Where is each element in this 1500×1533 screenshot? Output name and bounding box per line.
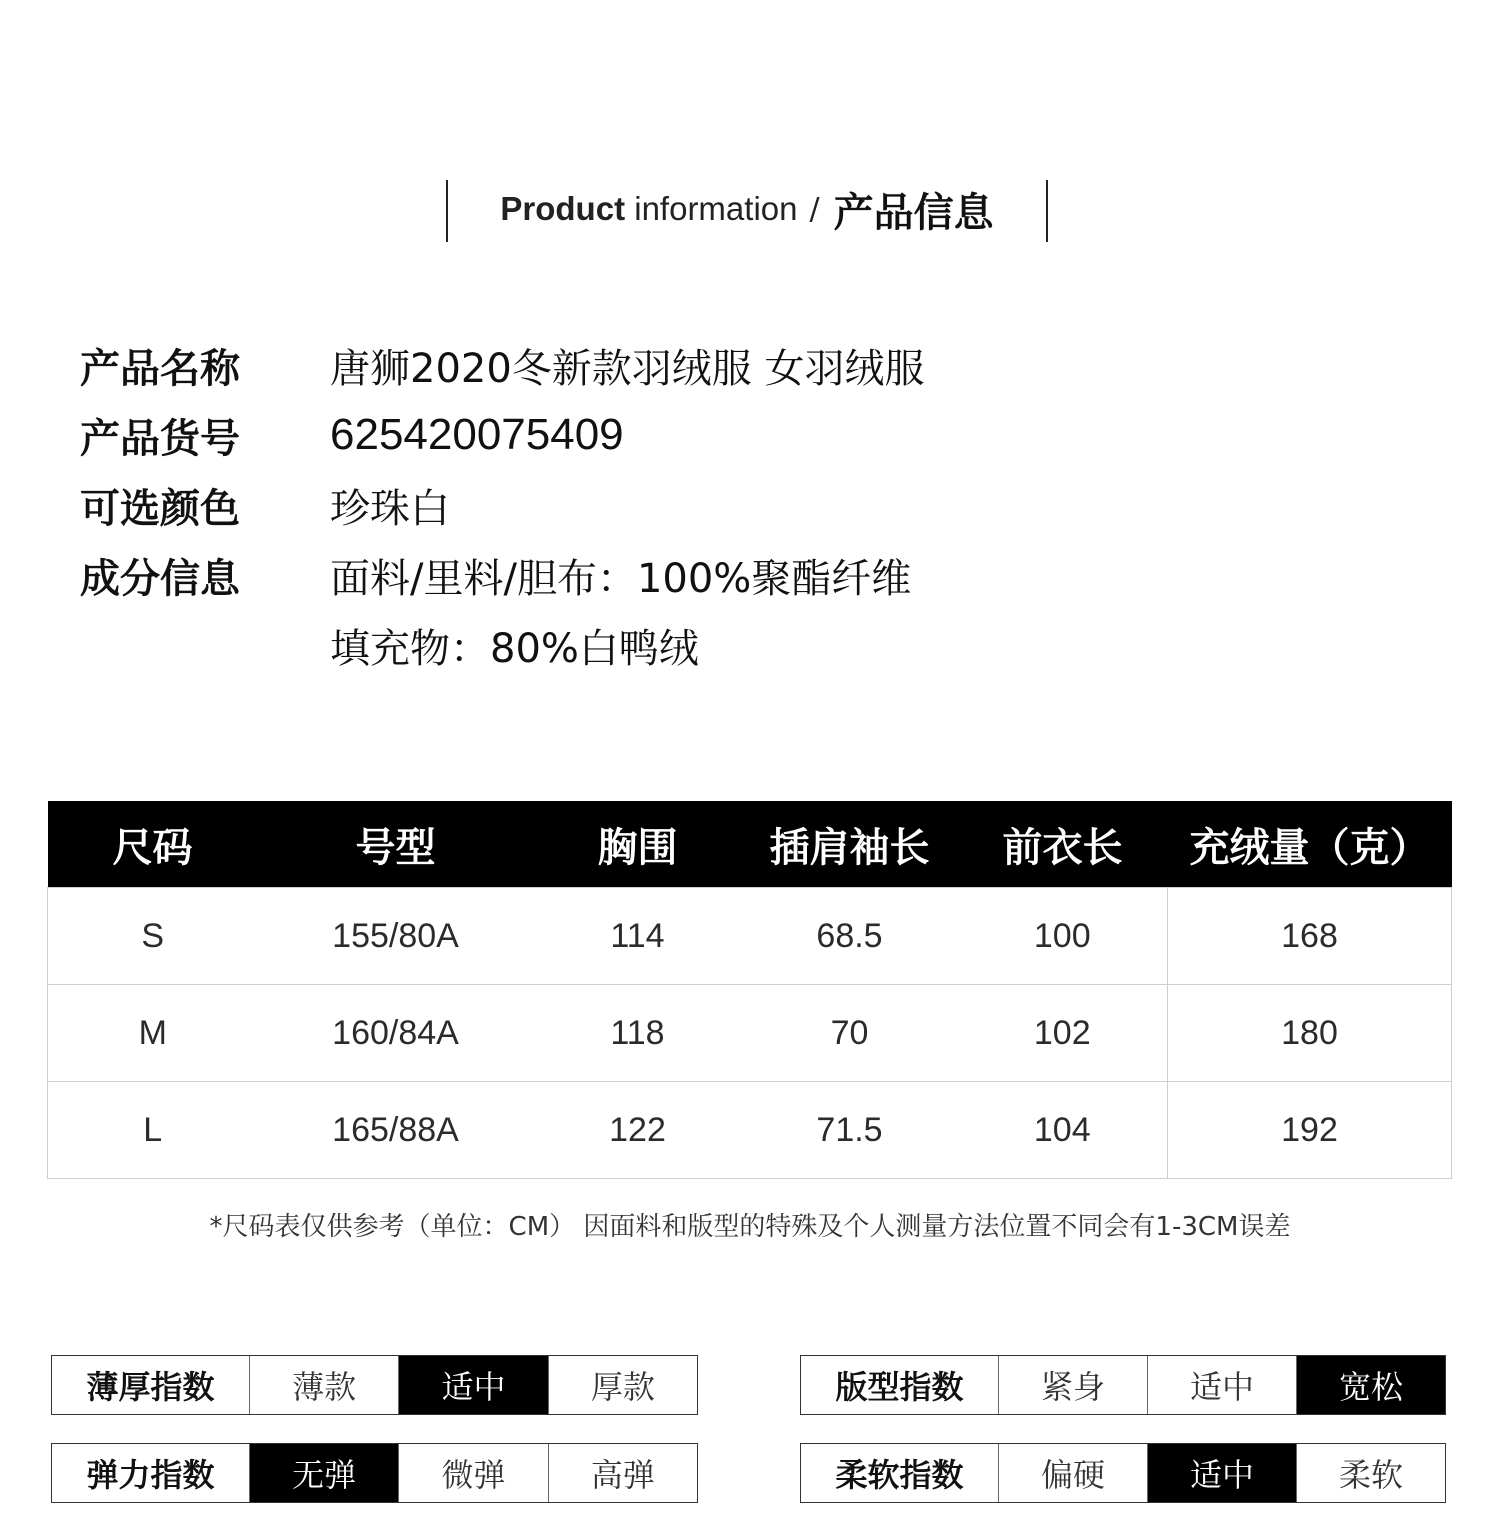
table-row bbox=[48, 985, 1452, 1082]
index-title: 版型指数 bbox=[801, 1356, 999, 1414]
heading-right-divider bbox=[1046, 180, 1048, 242]
table-cell: 168 bbox=[1168, 888, 1452, 985]
column-header: 号型 bbox=[258, 801, 534, 888]
table-cell: 102 bbox=[958, 985, 1168, 1082]
info-row-color bbox=[80, 470, 925, 540]
index-option: 厚款 bbox=[590, 1368, 655, 1406]
index-title: 薄厚指数 bbox=[52, 1356, 250, 1414]
index-option: 宽松 bbox=[1297, 1356, 1445, 1414]
table-row bbox=[48, 888, 1452, 985]
column-header: 插肩袖长 bbox=[742, 801, 958, 888]
heading-english bbox=[500, 190, 797, 228]
table-cell: 118 bbox=[534, 985, 742, 1082]
index-elasticity bbox=[51, 1443, 698, 1503]
index-option: 偏硬 bbox=[999, 1444, 1148, 1502]
info-value: 唐狮2020冬新款羽绒服 女羽绒服 bbox=[330, 345, 925, 392]
size-note: *尺码表仅供参考（单位：CM） 因面料和版型的特殊及个人测量方法位置不同会有1-3CM误差 bbox=[209, 1212, 1291, 1242]
table-cell: 68.5 bbox=[742, 888, 958, 985]
column-header: 尺码 bbox=[48, 801, 258, 888]
heading-english-regular: information bbox=[634, 190, 798, 227]
column-header: 前衣长 bbox=[958, 801, 1168, 888]
product-info bbox=[80, 330, 925, 680]
table-cell: 71.5 bbox=[742, 1082, 958, 1179]
info-row-sku bbox=[80, 400, 925, 470]
info-row-name bbox=[80, 330, 925, 400]
info-label: 成分信息 bbox=[80, 555, 240, 602]
table-cell: 160/84A bbox=[258, 985, 534, 1082]
info-row-composition bbox=[80, 540, 925, 610]
table-cell: 122 bbox=[534, 1082, 742, 1179]
table-cell: 155/80A bbox=[258, 888, 534, 985]
index-option: 紧身 bbox=[999, 1356, 1148, 1414]
index-softness bbox=[800, 1443, 1446, 1503]
size-table bbox=[47, 801, 1452, 1179]
index-option: 柔软 bbox=[1338, 1456, 1403, 1494]
size-table-header-row bbox=[48, 801, 1452, 888]
info-label: 产品货号 bbox=[80, 415, 240, 462]
table-row bbox=[48, 1082, 1452, 1179]
table-cell: 100 bbox=[958, 888, 1168, 985]
column-header: 胸围 bbox=[534, 801, 742, 888]
column-header: 充绒量（克） bbox=[1168, 801, 1452, 888]
info-label: 可选颜色 bbox=[80, 485, 240, 532]
table-cell: 192 bbox=[1168, 1082, 1452, 1179]
info-row-filling bbox=[80, 610, 925, 680]
index-option: 无弹 bbox=[250, 1444, 399, 1502]
info-value: 面料/里料/胆布：100%聚酯纤维 bbox=[330, 555, 912, 602]
info-value: 填充物：80%白鸭绒 bbox=[330, 625, 699, 672]
heading-separator: / bbox=[809, 191, 820, 227]
table-cell: L bbox=[48, 1082, 258, 1179]
section-heading bbox=[446, 180, 1048, 242]
info-value: 625420075409 bbox=[330, 410, 624, 459]
index-option: 微弹 bbox=[399, 1444, 548, 1502]
index-option: 适中 bbox=[399, 1356, 548, 1414]
index-fit bbox=[800, 1355, 1446, 1415]
table-cell: M bbox=[48, 985, 258, 1082]
table-cell: 104 bbox=[958, 1082, 1168, 1179]
index-option: 薄款 bbox=[250, 1356, 399, 1414]
heading-chinese: 产品信息 bbox=[833, 189, 994, 236]
index-option: 适中 bbox=[1148, 1444, 1297, 1502]
table-cell: 114 bbox=[534, 888, 742, 985]
table-cell: 70 bbox=[742, 985, 958, 1082]
table-cell: 180 bbox=[1168, 985, 1452, 1082]
index-option: 高弹 bbox=[590, 1456, 655, 1494]
index-title: 柔软指数 bbox=[801, 1444, 999, 1502]
heading-english-bold: Product bbox=[500, 190, 626, 227]
table-cell: 165/88A bbox=[258, 1082, 534, 1179]
index-option: 适中 bbox=[1148, 1356, 1297, 1414]
index-title: 弹力指数 bbox=[52, 1444, 250, 1502]
index-thickness bbox=[51, 1355, 698, 1415]
info-value: 珍珠白 bbox=[330, 485, 450, 532]
info-label: 产品名称 bbox=[80, 345, 240, 392]
table-cell: S bbox=[48, 888, 258, 985]
